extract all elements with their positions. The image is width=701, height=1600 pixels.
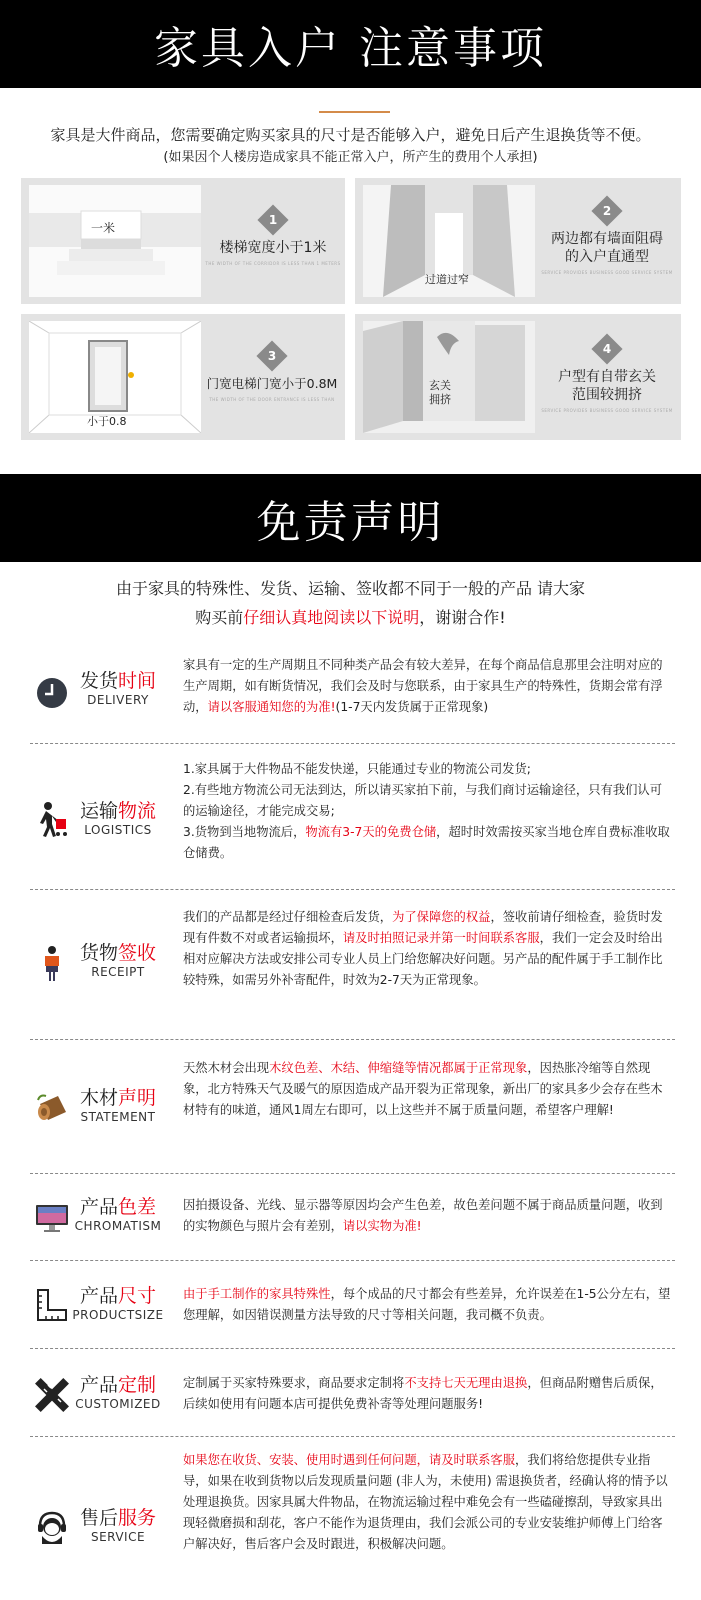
step-number-badge: 2	[591, 195, 622, 226]
section-subtitle: CHROMATISM	[74, 1219, 162, 1233]
divider	[30, 1260, 675, 1261]
card-image-label: 小于0.8	[87, 415, 127, 428]
card-title: 门宽电梯门宽小于0.8M	[206, 376, 338, 391]
divider	[30, 743, 675, 744]
step-number-badge: 1	[257, 204, 288, 235]
card-title: 户型有自带玄关范围较拥挤	[558, 369, 656, 403]
divider	[30, 1173, 675, 1174]
card-subtitle: SERVICE PROVIDES BUSINESS GOOD SERVICE SYSTEM	[541, 408, 673, 413]
card-image-label: 玄关拥挤	[429, 379, 451, 406]
section-title: 产品定制	[79, 1374, 157, 1396]
stair-illustration	[29, 185, 201, 297]
section-service	[0, 1450, 701, 1600]
section-title: 货物签收	[79, 942, 157, 964]
step-number-badge: 4	[591, 333, 622, 364]
card-title: 两边都有墙面阻碍的入户直通型	[551, 231, 663, 265]
section-logistics	[0, 759, 701, 859]
section-title: 产品色差	[79, 1196, 157, 1218]
section-body: 1.家具属于大件物品不能发快递，只能通过专业的物流公司发货; 2.有些地方物流公司无法到达，所以请买家拍下前，与我们商讨运输途径，只有我们认可的运输途径，才能完成交易; 3.货物到当地物流后，物流有3-7天的免费仓储，超时时效需按买家当地仓库自费标准收取仓储费。	[183, 762, 670, 860]
receiver-icon	[34, 945, 70, 981]
section-chromatism	[0, 1195, 701, 1245]
card-subtitle: THE WIDTH OF THE CORRIDOR IS LESS THAN 1 METERS	[205, 261, 341, 266]
section-body: 如果您在收货、安装、使用时遇到任何问题，请及时联系客服，我们将给您提供专业指导，如果在收到货物以后发现质量问题 (非人为，未使用) 需退换货者，经确认将的情予以处理退换货。因家具属大件物品，在物流运输过程中难免会有一些磕碰擦刮，导致家具出现轻微磨损和刮花，客户不能作为退货理由，我们会派公司的专业安装维护师傅上门给客户解决好，售后客户会及时跟进，积极解决问题。	[183, 1453, 668, 1551]
intro-note: (如果因个人楼房造成家具不能正常入户，所产生的费用个人承担)	[163, 150, 538, 165]
entry-card-4	[355, 314, 681, 440]
banner-title: 家具入户 注意事项	[154, 23, 547, 74]
monitor-icon	[34, 1199, 70, 1235]
section-title: 发货时间	[79, 670, 157, 692]
divider	[30, 1039, 675, 1040]
section-receipt	[0, 907, 701, 1017]
header-banner	[0, 0, 701, 88]
section-subtitle: DELIVERY	[87, 693, 149, 707]
section-statement	[0, 1058, 701, 1148]
section-body: 我们的产品都是经过仔细检查后发货，为了保障您的权益，签收前请仔细检查，验货时发现有件数不对或者运输损坏，请及时拍照记录并第一时间联系客服，我们一定会及时给出相对应解决方法或安排公司专业人员上门给您解决好问题。另产品的配件属于手工制作比较特殊，如需另外补寄配件，时效为2-7天为正常现象。	[183, 910, 663, 987]
section-subtitle: RECEIPT	[91, 965, 145, 979]
wood-log-icon	[34, 1090, 70, 1126]
section-body: 天然木材会出现木纹色差、木结、伸缩缝等情况都属于正常现象，因热胀冷缩等自然现象，北方特殊天气及暖气的原因造成产品开裂为正常现象，新出厂的家具多少会存在些木材特有的味道，通风1周左右即可，以上这些并不属于质量问题，希望客户理解!	[183, 1061, 663, 1117]
entry-card-3	[21, 314, 345, 440]
step-number-badge: 3	[256, 340, 287, 371]
card-image-label: 一米	[91, 221, 116, 235]
banner-title: 免责声明	[256, 497, 445, 548]
section-body: 家具有一定的生产周期且不同种类产品会有较大差异，在每个商品信息那里会注明对应的生产周期，如有断货情况，我们会及时与您联系，由于家具生产的特殊性，货期会常有浮动，请以客服通知您的为准!(1-7天内发货属于正常现象)	[183, 658, 663, 714]
door-illustration	[29, 321, 201, 433]
section-body: 定制属于买家特殊要求，商品要求定制将不支持七天无理由退换，但商品附赠售后质保，后续如使用有问题本店可提供免费补寄等处理问题服务!	[183, 1376, 663, 1411]
intro-text: 家具是大件商品，您需要确定购买家具的尺寸是否能够入户，避免日后产生退换货等不便。	[50, 126, 651, 144]
foyer-illustration	[363, 321, 535, 433]
entry-card-2	[355, 178, 681, 304]
card-subtitle: THE WIDTH OF THE DOOR ENTRANCE IS LESS THAN	[209, 397, 335, 402]
section-body: 因拍摄设备、光线、显示器等原因均会产生色差，故色差问题不属于商品质量问题，收到的实物颜色与照片会有差别，请以实物为准!	[183, 1198, 663, 1233]
entry-card-1	[21, 178, 345, 304]
disclaimer-banner	[0, 474, 701, 562]
section-title: 售后服务	[79, 1507, 157, 1529]
foyer-icon	[363, 321, 535, 433]
card-title: 楼梯宽度小于1米	[219, 240, 327, 256]
accent-divider	[319, 111, 390, 113]
headset-agent-icon	[34, 1510, 70, 1546]
stair-width-icon	[29, 185, 201, 297]
courier-icon	[34, 801, 70, 837]
section-title: 产品尺寸	[79, 1285, 157, 1307]
section-subtitle: LOGISTICS	[84, 823, 152, 837]
clock-icon	[34, 675, 70, 711]
section-customized	[0, 1373, 701, 1423]
corridor-illustration	[363, 185, 535, 297]
disclaimer-text: 由于家具的特殊性、发货、运输、签收都不同于一般的产品 请大家	[115, 579, 586, 598]
section-title: 运输物流	[79, 800, 157, 822]
ruler-icon	[34, 1286, 70, 1322]
divider	[30, 889, 675, 890]
section-subtitle: STATEMENT	[80, 1110, 156, 1124]
divider	[30, 1348, 675, 1349]
card-subtitle: SERVICE PROVIDES BUSINESS GOOD SERVICE SYSTEM	[541, 270, 673, 275]
section-subtitle: PRODUCTSIZE	[72, 1308, 164, 1322]
section-title: 木材声明	[79, 1087, 157, 1109]
section-subtitle: SERVICE	[90, 1530, 146, 1544]
section-delivery	[0, 655, 701, 735]
divider	[30, 1436, 675, 1437]
section-productsize	[0, 1284, 701, 1334]
pencil-ruler-icon	[34, 1377, 70, 1413]
disclaimer-note: 购买前仔细认真地阅读以下说明，谢谢合作!	[195, 608, 506, 627]
section-body: 由于手工制作的家具特殊性，每个成品的尺寸都会有些差异，允许误差在1-5公分左右，望您理解，如因错误测量方法导致的尺寸等相关问题，我司概不负责。	[183, 1287, 671, 1322]
card-image-label: 过道过窄	[425, 273, 469, 286]
section-subtitle: CUSTOMIZED	[75, 1397, 161, 1411]
